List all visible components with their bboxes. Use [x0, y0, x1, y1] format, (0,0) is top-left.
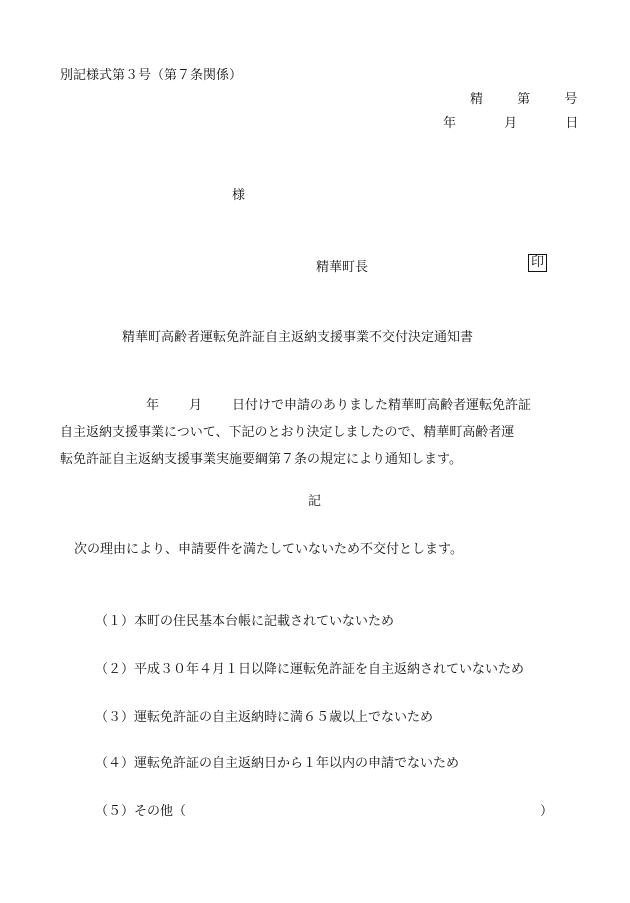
- body-line-3: 転免許証自主返納支援事業実施要綱第７条の規定により通知します。: [60, 452, 462, 467]
- body-paragraph: [60, 392, 570, 473]
- body-line-1: [60, 392, 570, 419]
- date-month: 月: [504, 116, 518, 131]
- document-title: 精華町高齢者運転免許証自主返納支援事業不交付決定通知書: [122, 330, 474, 345]
- doc-number-suffix: 号: [564, 92, 578, 107]
- reason-other-label: （５）その他（: [95, 804, 187, 819]
- reason-item-4: （４）運転免許証の自主返納日から１年以内の申請でないため: [95, 756, 460, 771]
- reason-other-close: ）: [540, 804, 554, 819]
- date-day: 日: [565, 116, 579, 131]
- reason-item-2: （２）平成３０年４月１日以降に運転免許証を自主返納されていないため: [95, 662, 525, 677]
- body-line-2: 自主返納支援事業について、下記のとおり決定しましたので、精華町高齢者運: [60, 425, 515, 440]
- seal-mark: [528, 254, 547, 272]
- reason-item-5: [95, 800, 186, 819]
- ki-heading: 記: [308, 494, 322, 509]
- document-number: [470, 88, 577, 107]
- body-date-month: 月: [189, 398, 203, 413]
- seal-box: 印: [528, 254, 547, 272]
- doc-number-mid: 第: [517, 92, 531, 107]
- form-label: 別記様式第３号（第７条関係）: [60, 68, 243, 83]
- body-line-1-text: 日付けで申請のありました精華町高齢者運転免許証: [232, 398, 532, 413]
- reason-item-3: （３）運転免許証の自主返納時に満６５歳以上でないため: [95, 710, 434, 725]
- doc-number-prefix: 精: [470, 92, 484, 107]
- reason-intro: 次の理由により、申請要件を満たしていないため不交付とします。: [74, 542, 463, 557]
- addressee-suffix: 様: [232, 188, 246, 203]
- body-date-year: 年: [146, 398, 160, 413]
- issuer-name: 精華町長: [316, 260, 369, 275]
- document-date: [443, 112, 578, 131]
- date-year: 年: [443, 116, 457, 131]
- reason-item-1: （１）本町の住民基本台帳に記載されていないため: [95, 614, 395, 629]
